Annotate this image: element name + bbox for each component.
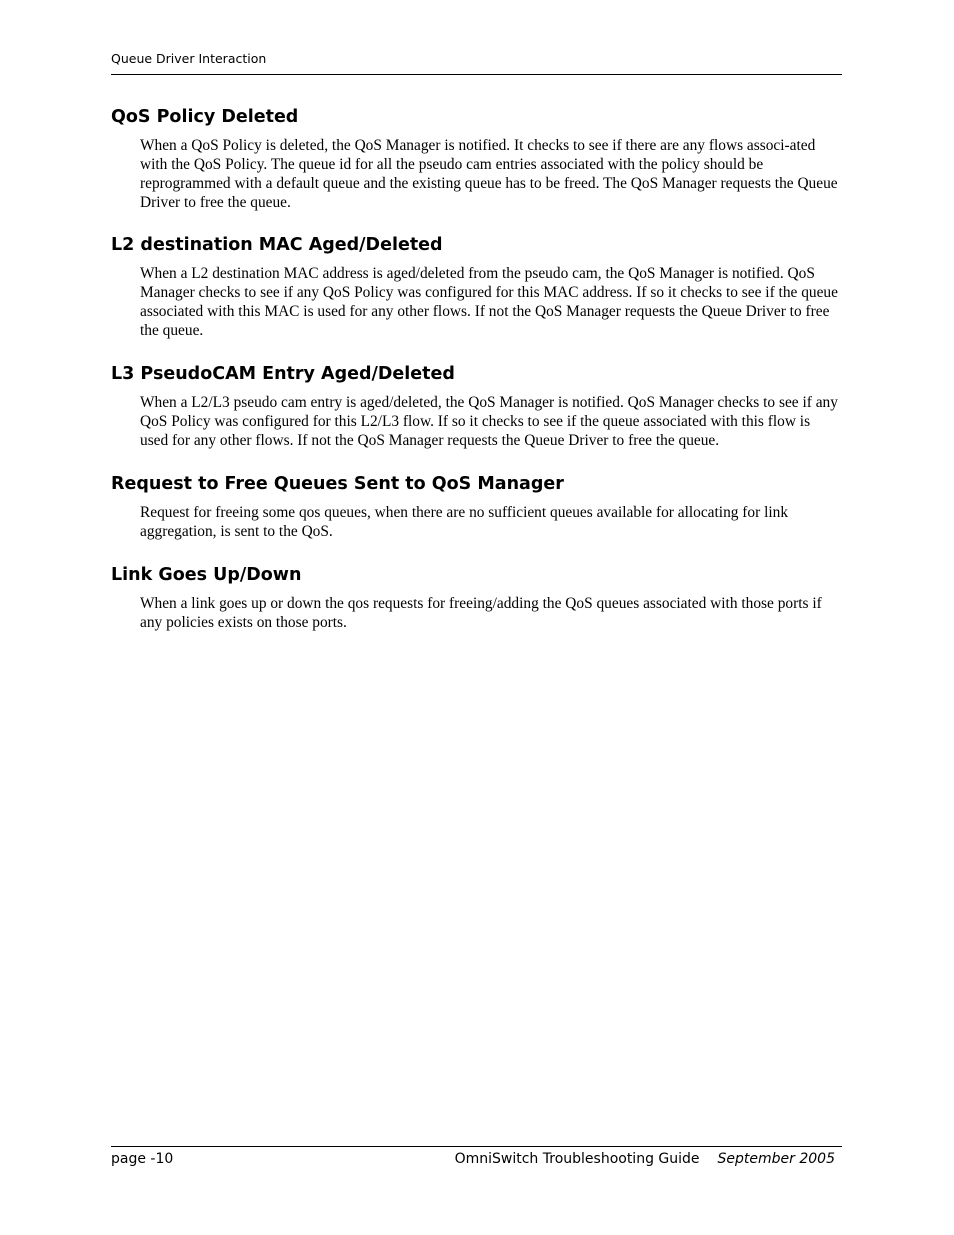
- section-l3-pseudocam-aged-deleted: [111, 363, 846, 450]
- section-heading: QoS Policy Deleted: [111, 107, 299, 127]
- section-body: When a L2/L3 pseudo cam entry is aged/deleted, the QoS Manager is notified. QoS Manager checks to see if any QoS Policy was configured for this L2/L3 flow. If so it checks to see if the queue associated with this flow is used for any other flows. If not the QoS Manager requests the Queue Driver to free the queue.: [140, 394, 838, 449]
- section-heading: L3 PseudoCAM Entry Aged/Deleted: [111, 364, 455, 384]
- section-body: When a L2 destination MAC address is aged/deleted from the pseudo cam, the QoS Manager is notified. QoS Manager checks to see if any QoS Policy was configured for this MAC address. If so it checks to see if the queue associated with this MAC is used for any other flows. If not the QoS Manager requests the Queue Driver to free the queue.: [140, 265, 838, 339]
- section-body: When a link goes up or down the qos requests for freeing/adding the QoS queues associated with those ports if any policies exists on those ports.: [140, 595, 822, 631]
- section-body: When a QoS Policy is deleted, the QoS Manager is notified. It checks to see if there are any flows associ-ated with the QoS Policy. The queue id for all the pseudo cam entries associated with the policy should be reprogrammed with a default queue and the existing queue has to be freed. The QoS Manager requests the Queue Driver to free the queue.: [140, 137, 838, 211]
- guide-title: OmniSwitch Troubleshooting Guide: [454, 1151, 700, 1167]
- section-heading: L2 destination MAC Aged/Deleted: [111, 235, 443, 255]
- section-qos-policy-deleted: [111, 106, 846, 212]
- footer-info: [455, 1151, 835, 1167]
- footer-rule: [111, 1146, 842, 1147]
- section-link-up-down: [111, 564, 846, 632]
- running-header: Queue Driver Interaction: [111, 51, 267, 66]
- section-heading: Request to Free Queues Sent to QoS Manager: [111, 474, 564, 494]
- page-number: page -10: [111, 1151, 174, 1167]
- section-l2-mac-aged-deleted: [111, 234, 846, 340]
- section-request-free-queues: [111, 473, 846, 541]
- section-body: Request for freeing some qos queues, when there are no sufficient queues available for allocating for link aggregation, is sent to the QoS.: [140, 504, 789, 540]
- publication-date: September 2005: [717, 1151, 835, 1167]
- header-rule: [111, 74, 842, 75]
- section-heading: Link Goes Up/Down: [111, 565, 302, 585]
